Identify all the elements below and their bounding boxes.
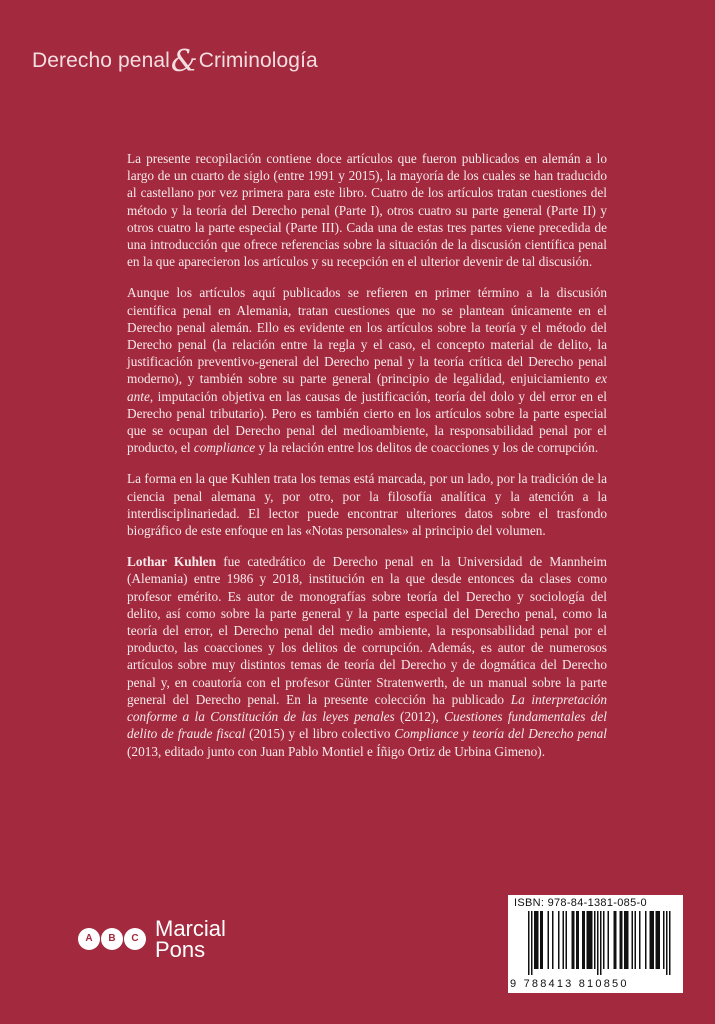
logo-circle-icon: C — [124, 928, 146, 950]
paragraph-2-italic-compliance: compliance — [193, 440, 256, 456]
barcode-bar — [651, 911, 653, 969]
logo-circle-icon: B — [101, 928, 123, 950]
paragraph-2-italic-ex-ante: ex ante — [127, 371, 607, 404]
bio-book-2: Cuestiones fundamentales del delito de fraude fiscal — [127, 709, 607, 742]
series-title-part2: Criminología — [198, 49, 318, 72]
barcode-bar — [653, 911, 655, 969]
barcode-bar — [656, 911, 658, 969]
publisher-logo-circles — [78, 928, 147, 950]
barcode-bar — [624, 911, 626, 969]
barcode-bar — [587, 911, 589, 969]
publisher-name-line2: Pons — [155, 937, 206, 962]
barcode-bar — [590, 911, 592, 969]
paragraph-3: La forma en la que Kuhlen trata los temas está marcada, por un lado, por la tradición de la ciencia penal alemana y, por otro, por la filosofía analítica y la atención a la interdisciplinariedad. El lector puede encontrar ulteriores datos sobre el trasfondo biográfico de este enfoque en las «Notas personales» al principio del volumen. — [127, 471, 607, 539]
barcode-bar — [614, 911, 616, 969]
barcode-bar — [584, 911, 586, 969]
publisher-logo — [78, 918, 226, 960]
barcode-bar — [620, 911, 622, 969]
barcode-bar — [639, 911, 641, 969]
bio-text-4: (2013, editado junto con Juan Pablo Montiel e Íñigo Ortiz de Urbina Gimeno). — [127, 743, 546, 759]
barcode-bar — [650, 911, 652, 969]
barcode-bar — [632, 911, 634, 969]
barcode-bar — [540, 911, 542, 969]
barcode-bar — [597, 911, 599, 975]
barcode-bar — [669, 911, 671, 975]
paragraph-2-part-a: Aunque los artículos aquí publicados se refieren en primer término a la discusión científica penal en Alemania, tratan cuestiones que no se plantean únicamente en el Derecho penal alemán. Ello es evidente en los artículos sobre la teoría y el método del Derecho penal (la relación entre la regla y el caso, el concepto material de delito, la justificación preventivo-general del Derecho penal y la teoría crítica del Derecho penal moderno), y también sobre su parte general (principio de legalidad, enjuiciamiento — [127, 285, 607, 387]
series-title — [32, 40, 318, 79]
author-bio — [127, 553, 607, 759]
publisher-name — [155, 918, 226, 960]
ampersand-glyph: & — [170, 44, 198, 79]
author-name: Lothar Kuhlen — [127, 554, 216, 570]
back-cover-text — [127, 150, 607, 774]
bio-text-2: (2012), — [394, 709, 445, 725]
series-title-part1: Derecho penal — [32, 49, 170, 72]
paragraph-2-part-b: , imputación objetiva en las causas de justificación, teoría del dolo y del error en el Derecho penal tributario). Pero es también cierto en los artículos sobre la parte especial que se ocupan del Derecho penal del medioambiente, la responsabilidad penal por el producto, el — [127, 388, 607, 456]
barcode-bar — [548, 911, 550, 969]
barcode-bar — [536, 911, 538, 969]
barcode-bar — [666, 911, 668, 975]
barcode-bar — [659, 911, 661, 969]
barcode-box — [508, 895, 683, 993]
bio-text-3: (2015) y el libro colectivo — [245, 726, 395, 742]
logo-circle-icon: A — [78, 928, 100, 950]
barcode-bar — [603, 911, 605, 969]
bio-book-1: La interpretación conforme a la Constitución de las leyes penales — [127, 691, 608, 725]
barcode-bar — [588, 911, 590, 969]
barcode-bar — [626, 911, 628, 969]
barcode-bar — [578, 911, 580, 969]
paragraph-1: La presente recopilación contiene doce artículos que fueron publicados en alemán a lo largo de un cuarto de siglo (entre 1991 y 2015), la mayoría de los cuales se han traducido al castellano por vez primera para este libro. Cuatro de los artículos tratan cuestiones del método y la teoría del Derecho penal (Parte I), otros cuatro su parte general (Parte II) y otros cuatro la parte especial (Parte III). Cada una de estas tres partes viene precedida de una introducción que ofrece referencias sobre la situación de la discusión científica penal en la que aparecieron los artículos y su recepción en el ulterior devenir de tal discusión. — [127, 151, 607, 270]
barcode-bar — [615, 911, 617, 969]
barcode-bar — [566, 911, 568, 969]
paragraph-2 — [127, 284, 607, 456]
barcode-bar — [537, 911, 539, 969]
barcode-bar — [600, 911, 602, 975]
publisher-name-line1: Marcial — [155, 916, 226, 941]
barcode-bar — [657, 911, 659, 969]
barcode-bar — [531, 911, 533, 975]
barcode-bar — [582, 911, 584, 969]
paragraph-2-part-c: y la relación entre los delitos de coacciones y los de corrupción. — [255, 440, 599, 456]
barcode-bar — [563, 911, 565, 969]
barcode-bar — [591, 911, 593, 969]
barcode-icon — [518, 911, 673, 975]
isbn-label: ISBN: 978-84-1381-085-0 — [514, 897, 647, 909]
barcode-bar — [576, 911, 578, 969]
barcode-bar — [552, 911, 554, 969]
barcode-bar — [635, 911, 637, 969]
barcode-bar — [558, 911, 560, 969]
barcode-bar — [534, 911, 536, 969]
barcode-digits: 9 788413 810850 — [510, 978, 629, 990]
barcode-bar — [645, 911, 647, 969]
barcode-bar — [542, 911, 544, 969]
barcode-bar — [627, 911, 629, 969]
barcode-bar — [572, 911, 574, 969]
bio-text-1: fue catedrático de Derecho penal en la Universidad de Mannheim (Alemania) entre 1986 y 2018, institución en la que desde entonces da clases como profesor emérito. Es autor de monografías sobre teoría del Derecho y sociología del delito, así como sobre la parte general y la parte especial del Derecho penal, como la teoría del error, el Derecho penal del medio ambiente, la responsabilidad penal por el producto, las coacciones y los delitos de corrupción. Además, es autor de numerosos artículos sobre muy distintos temas de teoría del Derecho y de dogmática del Derecho penal y, en coautoría con el profesor Günter Stratenwerth, de un manual sobre la parte general del Derecho penal. En la presente colección ha publicado — [127, 554, 607, 707]
barcode-bar — [608, 911, 610, 969]
bio-book-3: Compliance y teoría del Derecho penal — [394, 726, 607, 742]
barcode-bar — [621, 911, 623, 969]
barcode-bar — [573, 911, 575, 969]
barcode-bar — [594, 911, 596, 969]
barcode-bar — [528, 911, 530, 975]
barcode-bar — [663, 911, 665, 969]
